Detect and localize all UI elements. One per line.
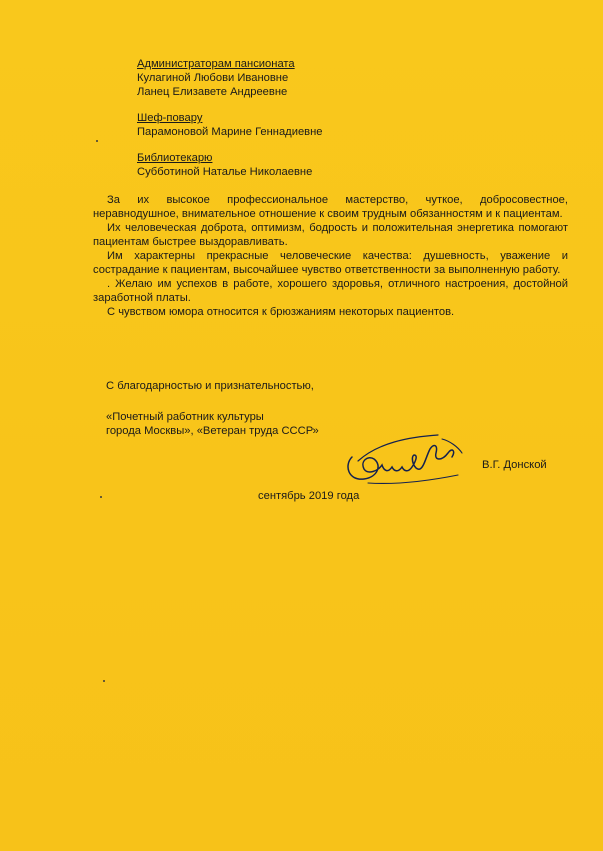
letter-date: сентябрь 2019 года [258, 490, 360, 502]
signer-name: В.Г. Донской [482, 459, 547, 471]
addressee-name: Кулагиной Любови Ивановне [137, 72, 289, 84]
signer-title-line: города Москвы», «Ветеран труда СССР» [106, 425, 319, 437]
signer-title-line: «Почетный работник культуры [106, 411, 264, 423]
addressee-role: Администраторам пансионата [137, 58, 295, 70]
body-paragraph: Им характерны прекрасные человеческие качества: душевность, уважение и сострадание к пациентам, высочайшее чувство ответственности за выполненную работу. [93, 250, 568, 276]
addressee-block [137, 57, 457, 191]
addressee-name: Парамоновой Марине Геннадиевне [137, 126, 323, 138]
addressee-group-chef [137, 111, 457, 139]
scan-speck [96, 140, 98, 142]
body-paragraph: Их человеческая доброта, оптимизм, бодрость и положительная энергетика помогают пациентам быстрее выздоравливать. [93, 222, 568, 248]
addressee-group-librarian [137, 151, 457, 179]
addressee-name: Ланец Елизавете Андреевне [137, 86, 288, 98]
letter-body [93, 193, 568, 319]
body-paragraph: За их высокое профессиональное мастерство, чуткое, добросовестное, неравнодушное, внимательное отношение к своим трудным обязанностям и к пациентам. [93, 194, 568, 220]
addressee-name: Субботиной Наталье Николаевне [137, 166, 313, 178]
scan-speck [100, 496, 102, 498]
scan-speck [103, 680, 105, 682]
closing-line: С благодарностью и признательностью, [106, 380, 314, 392]
addressee-role: Шеф-повару [137, 112, 203, 124]
body-paragraph: . Желаю им успехов в работе, хорошего здоровья, отличного настроения, достойной заработной платы. [93, 278, 568, 304]
addressee-role: Библиотекарю [137, 152, 213, 164]
handwritten-signature [338, 431, 468, 491]
addressee-group-admins [137, 57, 457, 99]
body-paragraph: С чувством юмора относится к брюзжаниям некоторых пациентов. [107, 306, 455, 318]
